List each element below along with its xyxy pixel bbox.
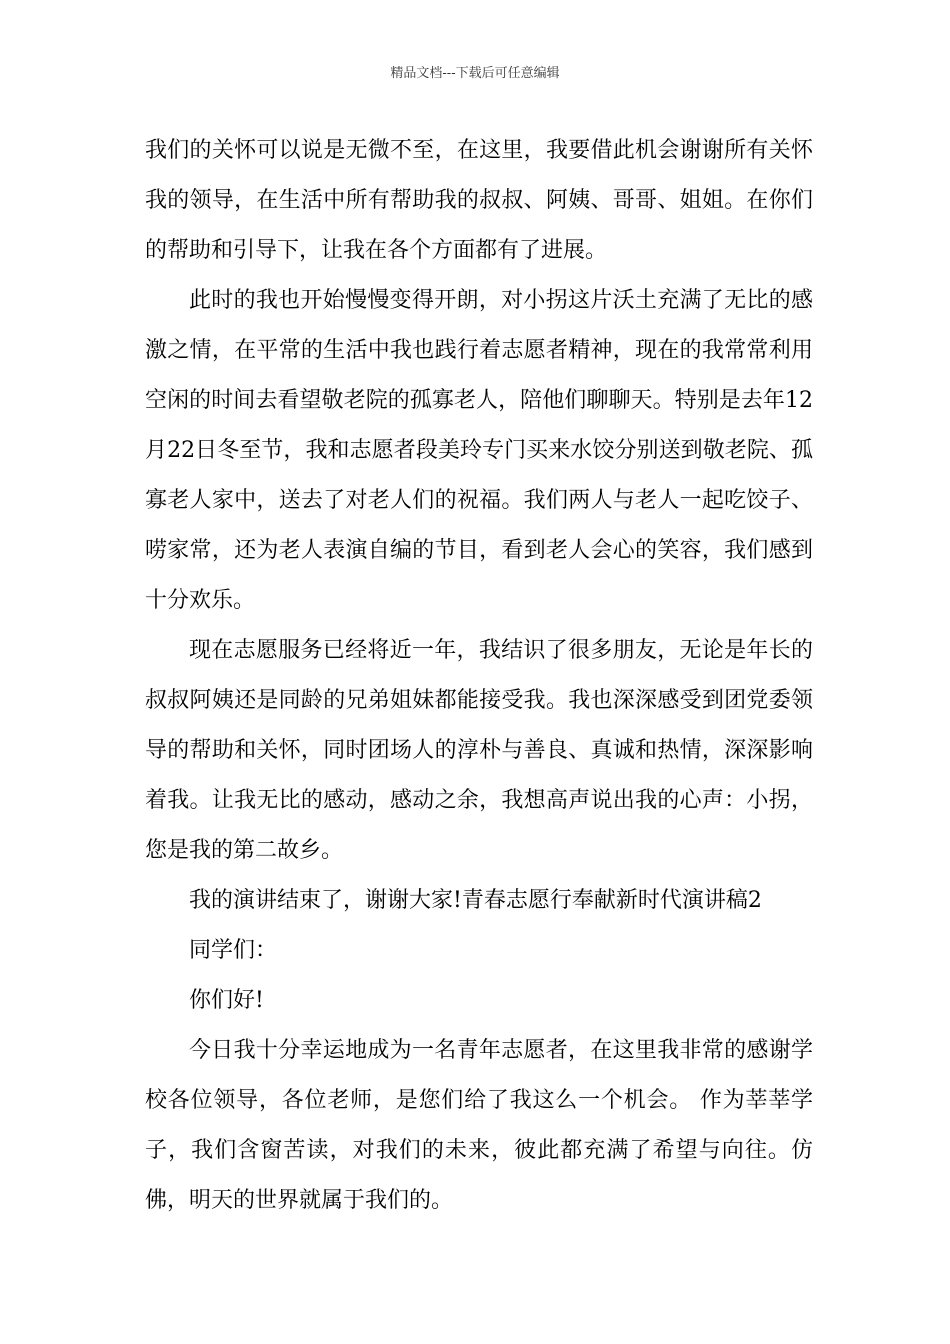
page-header: 精品文档---下载后可任意编辑 [390, 66, 560, 81]
paragraph-gratitude: 我们的关怀可以说是无微不至，在这里，我要借此机会谢谢所有关怀我的领导，在生活中所有帮助我的叔叔、阿姨、哥哥、姐姐。在你们的帮助和引导下，让我在各个方面都有了进展。 [145, 138, 813, 263]
paragraph-hometown: 现在志愿服务已经将近一年，我结识了很多朋友，无论是年长的叔叔阿姨还是同龄的兄弟姐妹都能接受我。我也深深感受到团党委领导的帮助和关怀，同时团场人的淳朴与善良、真诚和热情，深深影响着我。让我无比的感动，感动之余，我想高声说出我的心声：小拐，您是我的第二故乡。 [145, 638, 813, 863]
paragraph-volunteering: 此时的我也开始慢慢变得开朗，对小拐这片沃土充满了无比的感激之情，在平常的生活中我也践行着志愿者精神，现在的我常常利用空闲的时间去看望敬老院的孤寡老人，陪他们聊聊天。特别是去年12月22日冬至节，我和志愿者段美玲专门买来水饺分别送到敬老院、孤寡老人家中，送去了对老人们的祝福。我们两人与老人一起吃饺子、唠家常，还为老人表演自编的节目，看到老人会心的笑容，我们感到十分欢乐。 [145, 288, 813, 613]
paragraph-speech-two: 今日我十分幸运地成为一名青年志愿者，在这里我非常的感谢学校各位领导，各位老师，是您们给了我这么一个机会。 作为莘莘学子，我们含窗苦读，对我们的未来，彼此都充满了希望与向往。仿佛，明天的世界就属于我们的。 [145, 1038, 813, 1213]
paragraph-closing: 我的演讲结束了，谢谢大家!青春志愿行奉献新时代演讲稿2 [189, 888, 762, 913]
document-body [145, 126, 813, 1226]
paragraph-greeting: 你们好! [189, 988, 264, 1013]
paragraph-salutation: 同学们： [189, 938, 278, 963]
